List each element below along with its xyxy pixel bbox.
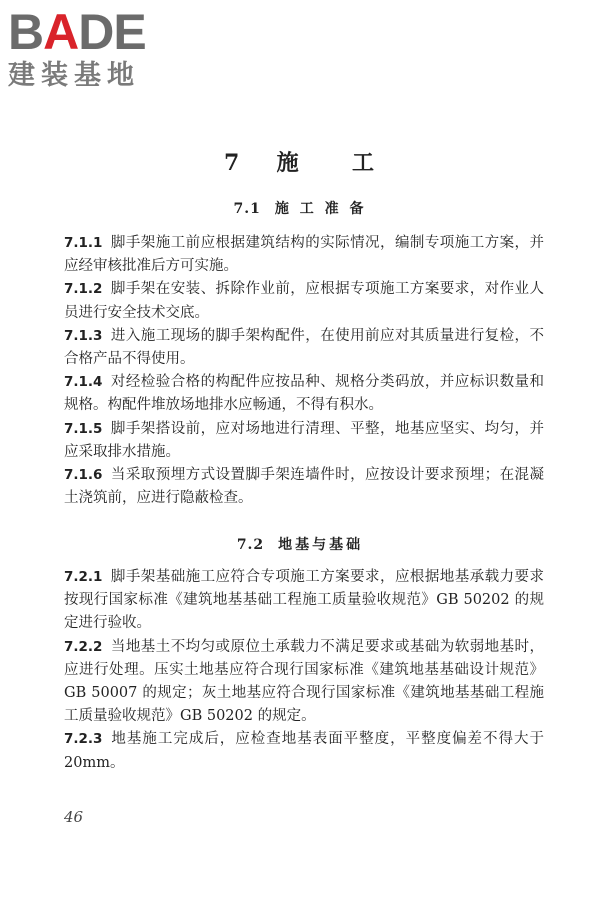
- section-7-1-clauses: [64, 232, 544, 510]
- clause-text: 进入施工现场的脚手架构配件，在使用前应对其质量进行复检，不合格产品不得使用。: [64, 327, 544, 368]
- chapter-title-char-1: 施: [276, 150, 301, 176]
- clause: [64, 278, 544, 324]
- clause-number: 7.1.6: [64, 467, 103, 484]
- logo-wordmark: BADE: [8, 4, 146, 60]
- clause: [64, 636, 544, 729]
- clause-text: 当地基土不均匀或原位土承载力不满足要求或基础为软弱地基时，应进行处理。压实土地基应符合现行国家标准《建筑地基基础设计规范》GB 50007 的规定；灰土地基应符合现行国家标准《建筑地基基础工程施工质量验收规范》GB 50202 的规定。: [64, 638, 544, 725]
- section-7-2-clauses: [64, 566, 544, 775]
- section-heading-7-1: [0, 198, 600, 218]
- section-number: 7.1: [233, 201, 261, 217]
- clause-number: 7.2.3: [64, 731, 103, 748]
- section-number: 7.2: [236, 537, 265, 553]
- page-number: 46: [64, 808, 84, 826]
- clause: [64, 371, 544, 417]
- clause-text: 地基施工完成后，应检查地基表面平整度，平整度偏差不得大于 20mm。: [64, 731, 544, 771]
- clause: [64, 728, 544, 774]
- clause-number: 7.1.3: [64, 327, 103, 344]
- clause-number: 7.2.2: [64, 638, 103, 655]
- clause: [64, 232, 544, 278]
- clause: [64, 566, 544, 636]
- clause-number: 7.1.5: [64, 420, 103, 437]
- logo: [8, 6, 198, 92]
- chapter-title-char-2: 工: [352, 150, 377, 176]
- clause-number: 7.1.1: [64, 235, 103, 251]
- chapter-number: 7: [223, 150, 242, 176]
- clause-text: 脚手架搭设前，应对场地进行清理、平整，地基应坚实、均匀，并应采取排水措施。: [64, 420, 544, 460]
- section-title: 地基与基础: [278, 537, 364, 553]
- clause: [64, 325, 544, 371]
- clause-text: 对经检验合格的构配件应按品种、规格分类码放，并应标识数量和规格。构配件堆放场地排水应畅通，不得有积水。: [64, 374, 544, 414]
- clause: [64, 418, 544, 464]
- clause-number: 7.1.2: [64, 281, 103, 298]
- clause-text: 脚手架施工前应根据建筑结构的实际情况，编制专项施工方案，并应经审核批准后方可实施。: [64, 235, 544, 275]
- clause-text: 脚手架在安装、拆除作业前，应根据专项施工方案要求，对作业人员进行安全技术交底。: [64, 281, 544, 321]
- logo-subtitle: 建装基地: [8, 60, 140, 91]
- clause: [64, 464, 544, 510]
- section-title: 施 工 准 备: [274, 201, 367, 217]
- clause-text: 当采取预埋方式设置脚手架连墙件时，应按设计要求预埋；在混凝土浇筑前，应进行隐蔽检查。: [64, 467, 544, 507]
- clause-number: 7.1.4: [64, 374, 103, 391]
- clause-number: 7.2.1: [64, 569, 103, 585]
- clause-text: 脚手架基础施工应符合专项施工方案要求，应根据地基承载力要求按现行国家标准《建筑地基基础工程施工质量验收规范》GB 50202 的规定进行验收。: [64, 569, 544, 632]
- section-heading-7-2: [0, 534, 600, 554]
- chapter-title: [0, 146, 600, 177]
